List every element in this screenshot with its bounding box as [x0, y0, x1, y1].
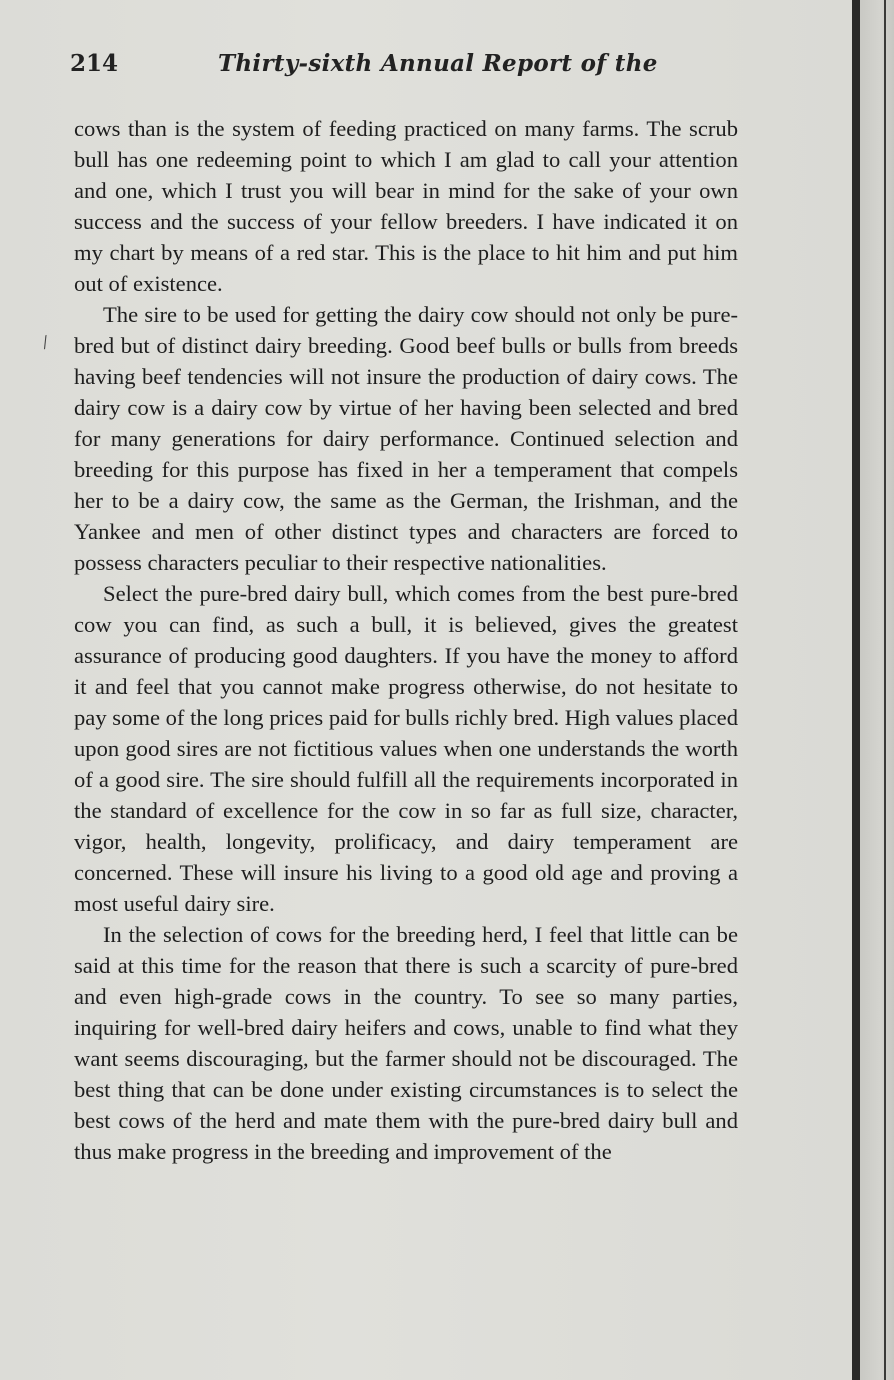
running-head: Thirty-sixth Annual Report of the — [218, 50, 658, 77]
paragraph: The sire to be used for getting the dairy cow should not only be pure-bred but of distinct dairy breeding. Good beef bulls or bulls from breeds having beef tendencies will not insure the production of dairy cows. The dairy cow is a dairy cow by virtue of her having been selected and bred for many generations for dairy performance. Continued selection and breeding for this purpose has fixed in her a temperament that compels her to be a dairy cow, the same as the German, the Irishman, and the Yankee and men of other distinct types and characters are forced to possess characters peculiar to their respective nationalities. — [74, 302, 738, 575]
paragraph: In the selection of cows for the breeding herd, I feel that little can be said at this time for the reason that there is such a scarcity of pure-bred and even high-grade cows in the country. To see so many parties, inquiring for well-bred dairy heifers and cows, unable to find what they want seems discouraging, but the farmer should not be discouraged. The best thing that can be done under existing circumstances is to select the best cows of the herd and mate them with the pure-bred dairy bull and thus make progress in the breeding and improvement of the — [74, 922, 738, 1164]
paragraph: cows than is the system of feeding practiced on many farms. The scrub bull has one redeeming point to which I am glad to call your attention and one, which I trust you will bear in mind for the sake of your own success and the success of your fellow breeders. I have indicated it on my chart by means of a red star. This is the place to hit him and put him out of existence. — [74, 116, 738, 296]
page-number: 214 — [70, 50, 119, 77]
margin-tick-mark: ⁄ — [40, 333, 51, 352]
binding-line — [884, 0, 886, 1380]
page-edge-shadow — [852, 0, 860, 1380]
page-header — [70, 46, 750, 86]
book-binding-edge — [860, 0, 894, 1380]
paragraph: Select the pure-bred dairy bull, which comes from the best pure-bred cow you can find, as such a bull, it is believed, gives the greatest assurance of producing good daughters. If you have the money to afford it and feel that you cannot make progress otherwise, do not hesitate to pay some of the long prices paid for bulls richly bred. High values placed upon good sires are not fictitious values when one understands the worth of a good sire. The sire should fulfill all the requirements incorporated in the standard of excellence for the cow in so far as full size, character, vigor, health, longevity, prolificacy, and dairy temperament are concerned. These will insure his living to a good old age and proving a most useful dairy sire. — [74, 581, 738, 916]
body-text — [74, 113, 738, 1167]
